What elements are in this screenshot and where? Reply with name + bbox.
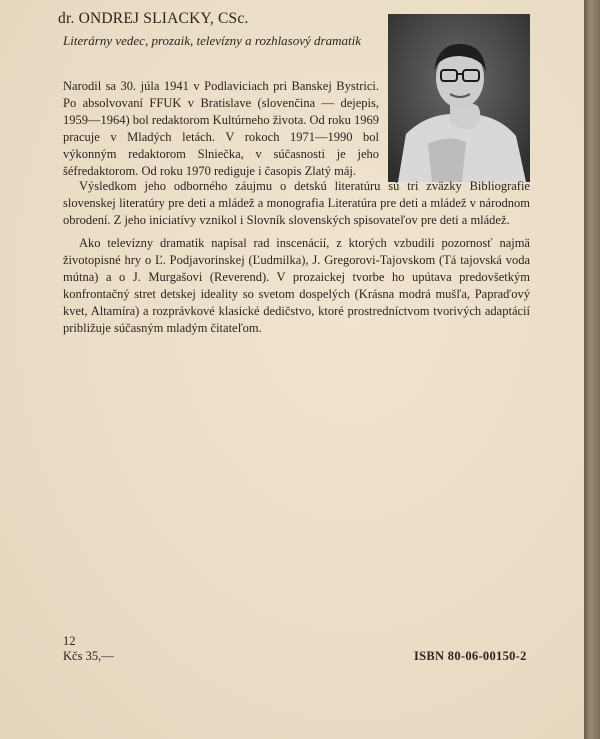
bio-intro: Narodil sa 30. júla 1941 v Podlaviciach pri Banskej Bystrici. Po absolvovaní FFUK v Bratislave (slovenčina — dejepis, 1959—1964) bol redaktorom Kultúrneho života. Od roku 1969 pracuje v Mladých letách. V rokoch 1971—1990 bol výkonným redaktorom Slniečka, v súčasnosti je jeho šéfredaktorom. Od roku 1970 rediguje i časopis Zlatý máj. bbox=[63, 79, 379, 178]
author-photo bbox=[388, 14, 530, 182]
price: Kčs 35,— bbox=[63, 649, 114, 663]
bio-paragraph: Výsledkom jeho odborného záujmu o detskú literatúru sú tri zväzky Bibliografie slovenskej literatúry pre deti a mládež a monografia Literatúra pre deti a mládež v národnom obrodení. Z jeho iniciatívy vznikol i Slovník slovenských spisovateľov pre deti a mládež. bbox=[63, 179, 530, 227]
author-name: dr. ONDREJ SLIACKY, CSc. bbox=[58, 10, 249, 27]
bio-body bbox=[63, 178, 530, 337]
author-subtitle: Literárny vedec, prozaik, televízny a rozhlasový dramatik bbox=[63, 33, 361, 48]
book-edge bbox=[584, 0, 600, 739]
isbn: ISBN 80-06-00150-2 bbox=[414, 649, 527, 663]
footer-info bbox=[63, 634, 114, 664]
author-portrait-icon bbox=[388, 14, 530, 182]
bio-paragraph: Ako televízny dramatik napísal rad inscenácií, z ktorých vzbudili pozornosť najmä životopisné hry o Ľ. Podjavorinskej (Ľudmilka), J. Gregorovi-Tajovskom (Tá tajovská voda mútna) a o J. Murgašovi (Reverend). V prozaickej tvorbe ho upútava predovšetkým konfrontačný stret detskej ideality so svetom dospelých (Krásna modrá mušľa, Papraďový kvet, Altamíra) a rozprávkové klasické dedičstvo, ktoré prostredníctvom tvorivých adaptácií približuje súčasným mladým čitateľom. bbox=[63, 236, 530, 335]
page-number: 12 bbox=[63, 634, 76, 648]
